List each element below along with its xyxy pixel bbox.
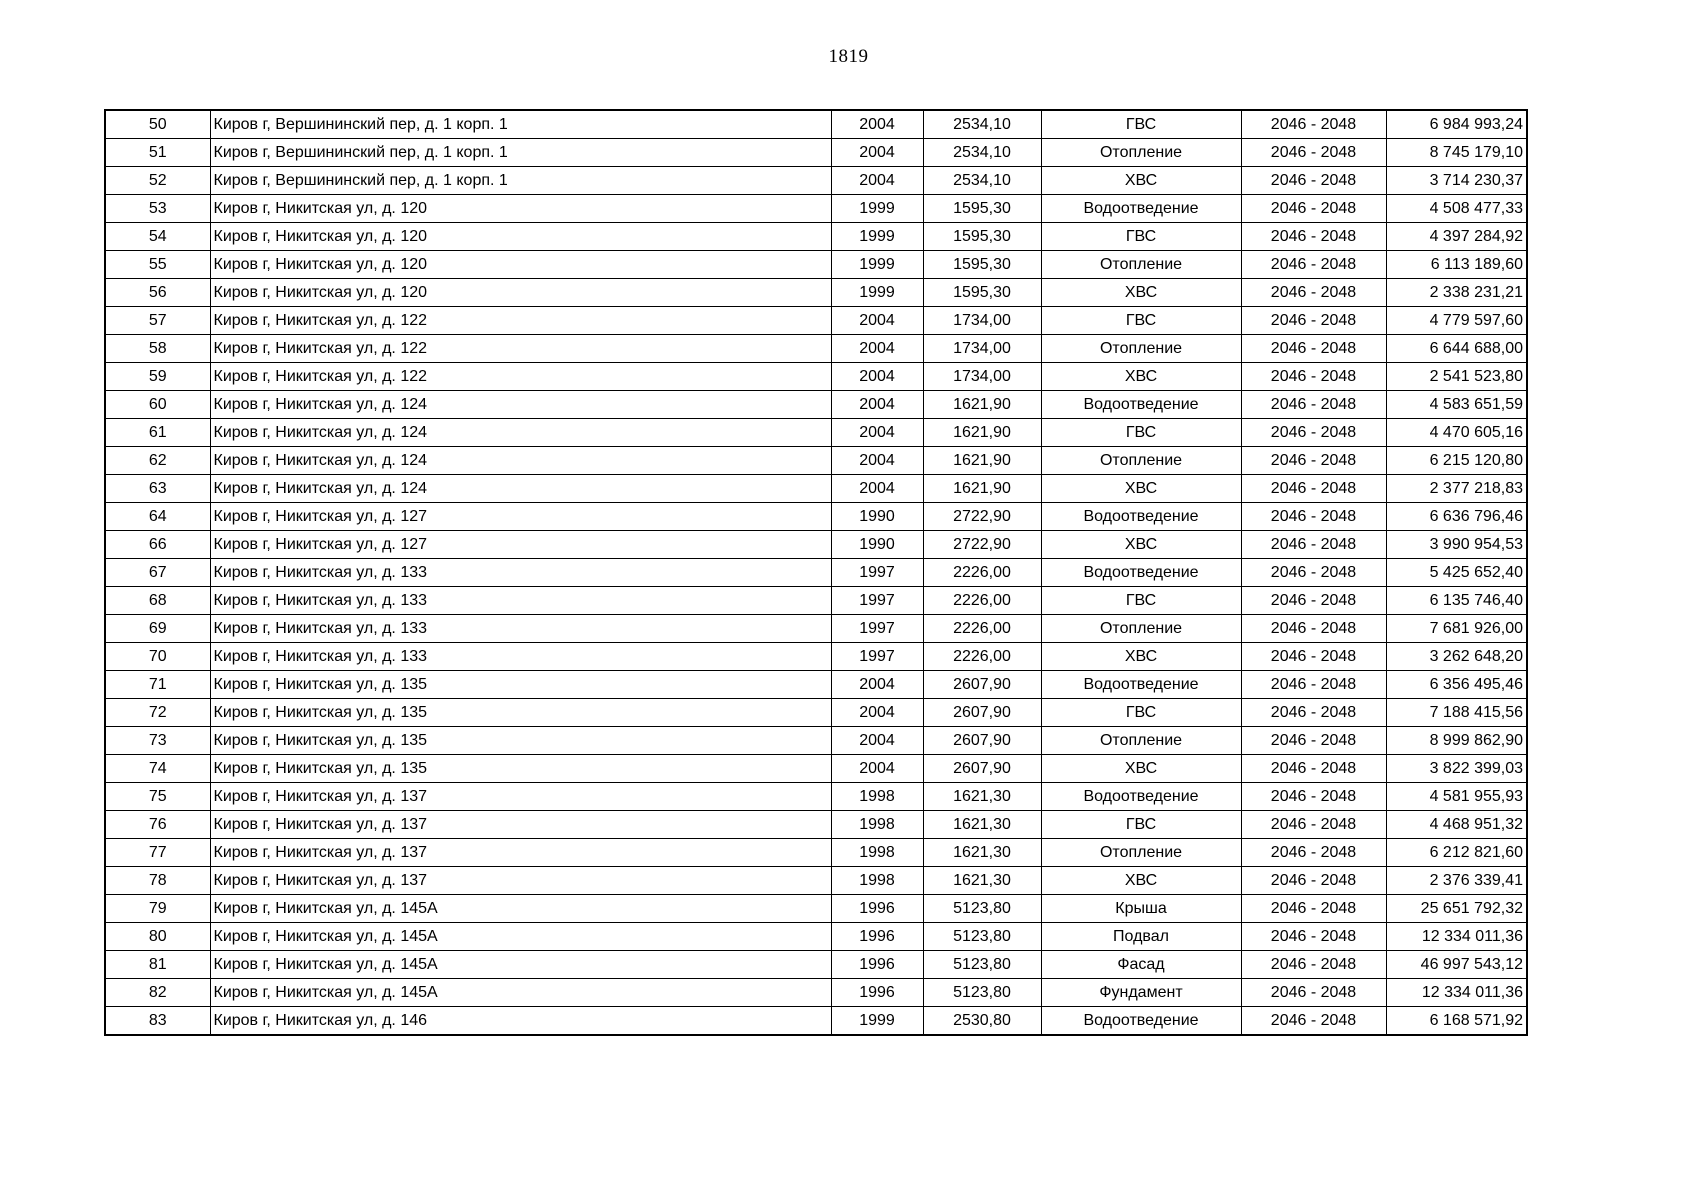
- cost-cell: 4 581 955,93: [1386, 783, 1527, 811]
- cost-cell: 5 425 652,40: [1386, 559, 1527, 587]
- table-row: [105, 923, 1527, 951]
- period-cell: 2046 - 2048: [1241, 139, 1386, 167]
- period-cell: 2046 - 2048: [1241, 755, 1386, 783]
- area-cell: 1621,90: [923, 447, 1041, 475]
- area-cell: 2722,90: [923, 531, 1041, 559]
- address-cell: Киров г, Никитская ул, д. 120: [210, 251, 831, 279]
- work-type-cell: Фасад: [1041, 951, 1241, 979]
- cost-cell: 6 215 120,80: [1386, 447, 1527, 475]
- address-cell: Киров г, Никитская ул, д. 127: [210, 503, 831, 531]
- area-cell: 1595,30: [923, 279, 1041, 307]
- address-cell: Киров г, Вершининский пер, д. 1 корп. 1: [210, 139, 831, 167]
- address-cell: Киров г, Никитская ул, д. 133: [210, 559, 831, 587]
- table-row: [105, 475, 1527, 503]
- cost-cell: 7 681 926,00: [1386, 615, 1527, 643]
- period-cell: 2046 - 2048: [1241, 895, 1386, 923]
- table-row: [105, 727, 1527, 755]
- address-cell: Киров г, Никитская ул, д. 133: [210, 643, 831, 671]
- table-row: [105, 110, 1527, 139]
- cost-cell: 3 714 230,37: [1386, 167, 1527, 195]
- table-row: [105, 643, 1527, 671]
- period-cell: 2046 - 2048: [1241, 251, 1386, 279]
- period-cell: 2046 - 2048: [1241, 951, 1386, 979]
- table-row: [105, 279, 1527, 307]
- table-row: [105, 895, 1527, 923]
- year-built-cell: 2004: [831, 419, 923, 447]
- table-row: [105, 867, 1527, 895]
- year-built-cell: 2004: [831, 475, 923, 503]
- address-cell: Киров г, Никитская ул, д. 137: [210, 867, 831, 895]
- address-cell: Киров г, Никитская ул, д. 120: [210, 195, 831, 223]
- row-number-cell: 59: [105, 363, 210, 391]
- row-number-cell: 64: [105, 503, 210, 531]
- cost-cell: 12 334 011,36: [1386, 979, 1527, 1007]
- period-cell: 2046 - 2048: [1241, 475, 1386, 503]
- year-built-cell: 1998: [831, 783, 923, 811]
- work-type-cell: Водоотведение: [1041, 503, 1241, 531]
- cost-cell: 6 984 993,24: [1386, 110, 1527, 139]
- address-cell: Киров г, Никитская ул, д. 145А: [210, 923, 831, 951]
- year-built-cell: 2004: [831, 699, 923, 727]
- year-built-cell: 1990: [831, 503, 923, 531]
- year-built-cell: 2004: [831, 335, 923, 363]
- area-cell: 5123,80: [923, 951, 1041, 979]
- year-built-cell: 1999: [831, 279, 923, 307]
- table-row: [105, 447, 1527, 475]
- work-type-cell: Крыша: [1041, 895, 1241, 923]
- area-cell: 2226,00: [923, 587, 1041, 615]
- address-cell: Киров г, Никитская ул, д. 137: [210, 811, 831, 839]
- area-cell: 5123,80: [923, 979, 1041, 1007]
- row-number-cell: 52: [105, 167, 210, 195]
- work-type-cell: ГВС: [1041, 587, 1241, 615]
- row-number-cell: 69: [105, 615, 210, 643]
- address-cell: Киров г, Никитская ул, д. 122: [210, 363, 831, 391]
- work-type-cell: ГВС: [1041, 699, 1241, 727]
- period-cell: 2046 - 2048: [1241, 587, 1386, 615]
- work-type-cell: ХВС: [1041, 755, 1241, 783]
- work-type-cell: Подвал: [1041, 923, 1241, 951]
- year-built-cell: 2004: [831, 391, 923, 419]
- address-cell: Киров г, Никитская ул, д. 145А: [210, 951, 831, 979]
- period-cell: 2046 - 2048: [1241, 671, 1386, 699]
- area-cell: 2607,90: [923, 727, 1041, 755]
- period-cell: 2046 - 2048: [1241, 503, 1386, 531]
- year-built-cell: 1990: [831, 531, 923, 559]
- year-built-cell: 1997: [831, 559, 923, 587]
- work-type-cell: Отопление: [1041, 335, 1241, 363]
- area-cell: 2530,80: [923, 1007, 1041, 1036]
- table-row: [105, 615, 1527, 643]
- address-cell: Киров г, Никитская ул, д. 120: [210, 279, 831, 307]
- work-type-cell: Водоотведение: [1041, 783, 1241, 811]
- area-cell: 2607,90: [923, 755, 1041, 783]
- row-number-cell: 79: [105, 895, 210, 923]
- cost-cell: 6 356 495,46: [1386, 671, 1527, 699]
- year-built-cell: 2004: [831, 167, 923, 195]
- cost-cell: 6 135 746,40: [1386, 587, 1527, 615]
- row-number-cell: 81: [105, 951, 210, 979]
- work-type-cell: Водоотведение: [1041, 671, 1241, 699]
- area-cell: 1595,30: [923, 195, 1041, 223]
- area-cell: 1621,30: [923, 811, 1041, 839]
- period-cell: 2046 - 2048: [1241, 923, 1386, 951]
- address-cell: Киров г, Никитская ул, д. 135: [210, 755, 831, 783]
- row-number-cell: 74: [105, 755, 210, 783]
- area-cell: 1621,90: [923, 419, 1041, 447]
- row-number-cell: 83: [105, 1007, 210, 1036]
- period-cell: 2046 - 2048: [1241, 839, 1386, 867]
- cost-cell: 2 541 523,80: [1386, 363, 1527, 391]
- table-row: [105, 167, 1527, 195]
- row-number-cell: 50: [105, 110, 210, 139]
- cost-cell: 4 508 477,33: [1386, 195, 1527, 223]
- cost-cell: 6 212 821,60: [1386, 839, 1527, 867]
- cost-cell: 6 168 571,92: [1386, 1007, 1527, 1036]
- work-type-cell: ГВС: [1041, 419, 1241, 447]
- work-type-cell: Водоотведение: [1041, 195, 1241, 223]
- area-cell: 2607,90: [923, 699, 1041, 727]
- table-row: [105, 587, 1527, 615]
- table-row: [105, 979, 1527, 1007]
- year-built-cell: 1998: [831, 811, 923, 839]
- row-number-cell: 77: [105, 839, 210, 867]
- table-row: [105, 419, 1527, 447]
- table-row: [105, 251, 1527, 279]
- cost-cell: 2 376 339,41: [1386, 867, 1527, 895]
- area-cell: 2226,00: [923, 559, 1041, 587]
- period-cell: 2046 - 2048: [1241, 335, 1386, 363]
- table-row: [105, 223, 1527, 251]
- year-built-cell: 2004: [831, 671, 923, 699]
- table-row: [105, 699, 1527, 727]
- period-cell: 2046 - 2048: [1241, 307, 1386, 335]
- period-cell: 2046 - 2048: [1241, 699, 1386, 727]
- work-type-cell: ХВС: [1041, 643, 1241, 671]
- address-cell: Киров г, Никитская ул, д. 135: [210, 727, 831, 755]
- work-type-cell: ГВС: [1041, 223, 1241, 251]
- table-row: [105, 811, 1527, 839]
- year-built-cell: 1999: [831, 195, 923, 223]
- work-type-cell: Водоотведение: [1041, 1007, 1241, 1036]
- area-cell: 2226,00: [923, 615, 1041, 643]
- cost-cell: 4 468 951,32: [1386, 811, 1527, 839]
- row-number-cell: 63: [105, 475, 210, 503]
- work-type-cell: ХВС: [1041, 167, 1241, 195]
- year-built-cell: 2004: [831, 363, 923, 391]
- cost-cell: 3 262 648,20: [1386, 643, 1527, 671]
- work-type-cell: ГВС: [1041, 110, 1241, 139]
- period-cell: 2046 - 2048: [1241, 391, 1386, 419]
- repair-schedule-table: [104, 109, 1528, 1036]
- row-number-cell: 68: [105, 587, 210, 615]
- area-cell: 2226,00: [923, 643, 1041, 671]
- cost-cell: 2 377 218,83: [1386, 475, 1527, 503]
- year-built-cell: 1998: [831, 839, 923, 867]
- table-row: [105, 839, 1527, 867]
- work-type-cell: ХВС: [1041, 867, 1241, 895]
- row-number-cell: 61: [105, 419, 210, 447]
- year-built-cell: 1997: [831, 587, 923, 615]
- table-row: [105, 531, 1527, 559]
- cost-cell: 46 997 543,12: [1386, 951, 1527, 979]
- address-cell: Киров г, Никитская ул, д. 135: [210, 671, 831, 699]
- period-cell: 2046 - 2048: [1241, 727, 1386, 755]
- work-type-cell: Водоотведение: [1041, 559, 1241, 587]
- row-number-cell: 75: [105, 783, 210, 811]
- year-built-cell: 2004: [831, 139, 923, 167]
- row-number-cell: 78: [105, 867, 210, 895]
- year-built-cell: 1996: [831, 951, 923, 979]
- cost-cell: 3 822 399,03: [1386, 755, 1527, 783]
- address-cell: Киров г, Никитская ул, д. 135: [210, 699, 831, 727]
- row-number-cell: 72: [105, 699, 210, 727]
- table-row: [105, 951, 1527, 979]
- address-cell: Киров г, Никитская ул, д. 124: [210, 447, 831, 475]
- row-number-cell: 80: [105, 923, 210, 951]
- address-cell: Киров г, Никитская ул, д. 145А: [210, 979, 831, 1007]
- work-type-cell: ХВС: [1041, 531, 1241, 559]
- address-cell: Киров г, Никитская ул, д. 122: [210, 335, 831, 363]
- table-row: [105, 783, 1527, 811]
- row-number-cell: 71: [105, 671, 210, 699]
- row-number-cell: 60: [105, 391, 210, 419]
- period-cell: 2046 - 2048: [1241, 867, 1386, 895]
- address-cell: Киров г, Никитская ул, д. 137: [210, 839, 831, 867]
- area-cell: 1734,00: [923, 335, 1041, 363]
- work-type-cell: Отопление: [1041, 251, 1241, 279]
- year-built-cell: 2004: [831, 110, 923, 139]
- address-cell: Киров г, Никитская ул, д. 124: [210, 419, 831, 447]
- cost-cell: 2 338 231,21: [1386, 279, 1527, 307]
- area-cell: 1621,90: [923, 391, 1041, 419]
- period-cell: 2046 - 2048: [1241, 783, 1386, 811]
- table-row: [105, 671, 1527, 699]
- row-number-cell: 55: [105, 251, 210, 279]
- address-cell: Киров г, Никитская ул, д. 137: [210, 783, 831, 811]
- work-type-cell: ГВС: [1041, 307, 1241, 335]
- year-built-cell: 1999: [831, 251, 923, 279]
- row-number-cell: 67: [105, 559, 210, 587]
- work-type-cell: Отопление: [1041, 615, 1241, 643]
- period-cell: 2046 - 2048: [1241, 811, 1386, 839]
- row-number-cell: 53: [105, 195, 210, 223]
- area-cell: 2534,10: [923, 139, 1041, 167]
- period-cell: 2046 - 2048: [1241, 279, 1386, 307]
- row-number-cell: 73: [105, 727, 210, 755]
- cost-cell: 3 990 954,53: [1386, 531, 1527, 559]
- address-cell: Киров г, Никитская ул, д. 124: [210, 391, 831, 419]
- work-type-cell: ХВС: [1041, 475, 1241, 503]
- address-cell: Киров г, Никитская ул, д. 127: [210, 531, 831, 559]
- period-cell: 2046 - 2048: [1241, 447, 1386, 475]
- table-row: [105, 139, 1527, 167]
- area-cell: 1621,30: [923, 867, 1041, 895]
- row-number-cell: 51: [105, 139, 210, 167]
- work-type-cell: Водоотведение: [1041, 391, 1241, 419]
- area-cell: 1595,30: [923, 251, 1041, 279]
- year-built-cell: 2004: [831, 447, 923, 475]
- row-number-cell: 82: [105, 979, 210, 1007]
- table-row: [105, 559, 1527, 587]
- table-body: [105, 110, 1527, 1035]
- area-cell: 1621,90: [923, 475, 1041, 503]
- year-built-cell: 1996: [831, 979, 923, 1007]
- row-number-cell: 62: [105, 447, 210, 475]
- area-cell: 5123,80: [923, 895, 1041, 923]
- work-type-cell: ХВС: [1041, 279, 1241, 307]
- area-cell: 1734,00: [923, 307, 1041, 335]
- address-cell: Киров г, Никитская ул, д. 133: [210, 615, 831, 643]
- address-cell: Киров г, Никитская ул, д. 133: [210, 587, 831, 615]
- work-type-cell: Отопление: [1041, 839, 1241, 867]
- area-cell: 1595,30: [923, 223, 1041, 251]
- table-row: [105, 307, 1527, 335]
- cost-cell: 12 334 011,36: [1386, 923, 1527, 951]
- cost-cell: 25 651 792,32: [1386, 895, 1527, 923]
- area-cell: 2607,90: [923, 671, 1041, 699]
- address-cell: Киров г, Никитская ул, д. 120: [210, 223, 831, 251]
- address-cell: Киров г, Никитская ул, д. 146: [210, 1007, 831, 1036]
- area-cell: 2534,10: [923, 110, 1041, 139]
- year-built-cell: 2004: [831, 727, 923, 755]
- cost-cell: 6 113 189,60: [1386, 251, 1527, 279]
- period-cell: 2046 - 2048: [1241, 1007, 1386, 1036]
- period-cell: 2046 - 2048: [1241, 223, 1386, 251]
- address-cell: Киров г, Вершининский пер, д. 1 корп. 1: [210, 110, 831, 139]
- row-number-cell: 54: [105, 223, 210, 251]
- work-type-cell: Отопление: [1041, 447, 1241, 475]
- area-cell: 1734,00: [923, 363, 1041, 391]
- table-row: [105, 1007, 1527, 1036]
- period-cell: 2046 - 2048: [1241, 559, 1386, 587]
- cost-cell: 6 644 688,00: [1386, 335, 1527, 363]
- address-cell: Киров г, Никитская ул, д. 145А: [210, 895, 831, 923]
- table-row: [105, 335, 1527, 363]
- year-built-cell: 1996: [831, 923, 923, 951]
- period-cell: 2046 - 2048: [1241, 195, 1386, 223]
- area-cell: 1621,30: [923, 783, 1041, 811]
- table-row: [105, 503, 1527, 531]
- cost-cell: 8 745 179,10: [1386, 139, 1527, 167]
- year-built-cell: 1997: [831, 643, 923, 671]
- period-cell: 2046 - 2048: [1241, 979, 1386, 1007]
- table-row: [105, 755, 1527, 783]
- year-built-cell: 1999: [831, 223, 923, 251]
- period-cell: 2046 - 2048: [1241, 615, 1386, 643]
- cost-cell: 4 397 284,92: [1386, 223, 1527, 251]
- work-type-cell: Отопление: [1041, 139, 1241, 167]
- year-built-cell: 1997: [831, 615, 923, 643]
- cost-cell: 6 636 796,46: [1386, 503, 1527, 531]
- work-type-cell: Отопление: [1041, 727, 1241, 755]
- address-cell: Киров г, Никитская ул, д. 124: [210, 475, 831, 503]
- row-number-cell: 58: [105, 335, 210, 363]
- area-cell: 1621,30: [923, 839, 1041, 867]
- year-built-cell: 2004: [831, 755, 923, 783]
- page-number: 1819: [828, 46, 869, 67]
- row-number-cell: 66: [105, 531, 210, 559]
- work-type-cell: ГВС: [1041, 811, 1241, 839]
- row-number-cell: 57: [105, 307, 210, 335]
- cost-cell: 7 188 415,56: [1386, 699, 1527, 727]
- address-cell: Киров г, Никитская ул, д. 122: [210, 307, 831, 335]
- table-row: [105, 195, 1527, 223]
- period-cell: 2046 - 2048: [1241, 643, 1386, 671]
- cost-cell: 4 470 605,16: [1386, 419, 1527, 447]
- year-built-cell: 1998: [831, 867, 923, 895]
- year-built-cell: 2004: [831, 307, 923, 335]
- area-cell: 2534,10: [923, 167, 1041, 195]
- area-cell: 2722,90: [923, 503, 1041, 531]
- period-cell: 2046 - 2048: [1241, 419, 1386, 447]
- year-built-cell: 1996: [831, 895, 923, 923]
- row-number-cell: 76: [105, 811, 210, 839]
- area-cell: 5123,80: [923, 923, 1041, 951]
- period-cell: 2046 - 2048: [1241, 531, 1386, 559]
- table-row: [105, 363, 1527, 391]
- period-cell: 2046 - 2048: [1241, 110, 1386, 139]
- cost-cell: 4 779 597,60: [1386, 307, 1527, 335]
- period-cell: 2046 - 2048: [1241, 363, 1386, 391]
- table-row: [105, 391, 1527, 419]
- work-type-cell: Фундамент: [1041, 979, 1241, 1007]
- period-cell: 2046 - 2048: [1241, 167, 1386, 195]
- work-type-cell: ХВС: [1041, 363, 1241, 391]
- address-cell: Киров г, Вершининский пер, д. 1 корп. 1: [210, 167, 831, 195]
- year-built-cell: 1999: [831, 1007, 923, 1036]
- cost-cell: 8 999 862,90: [1386, 727, 1527, 755]
- cost-cell: 4 583 651,59: [1386, 391, 1527, 419]
- row-number-cell: 70: [105, 643, 210, 671]
- row-number-cell: 56: [105, 279, 210, 307]
